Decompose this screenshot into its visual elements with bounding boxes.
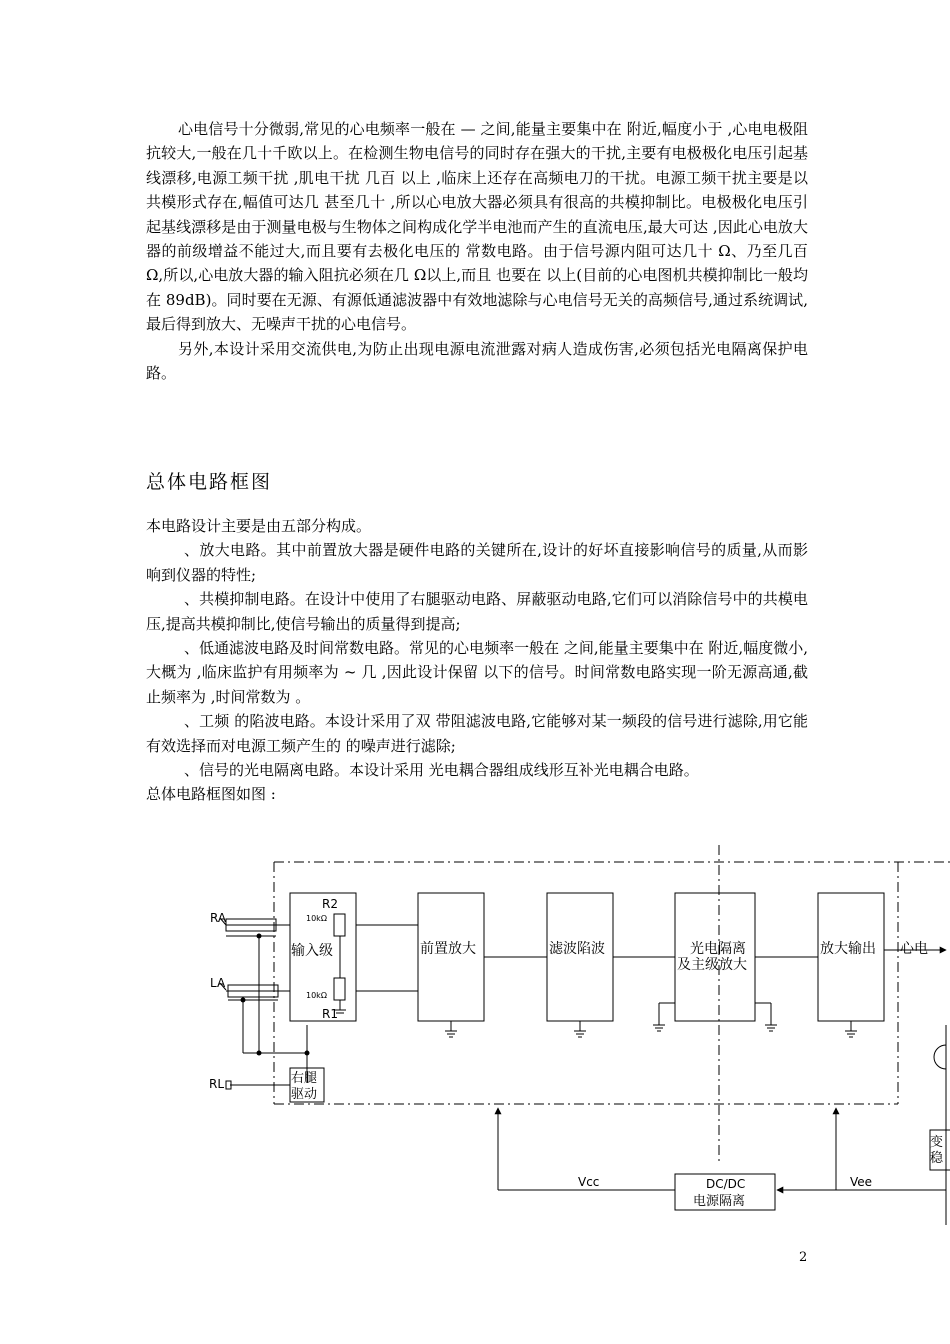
figure-reference: 总体电路框图如图 :	[146, 785, 276, 804]
label-filter: 滤波陷波	[549, 941, 605, 957]
list-item: 、放大电路。其中前置放大器是硬件电路的关键所在,设计的好坏直接影响信号的质量,从而影响到仪器的特性;	[146, 541, 808, 584]
label-rl: RL	[209, 1077, 225, 1091]
intro-paragraph-1: 心电信号十分微弱,常见的心电频率一般在 — 之间,能量主要集中在 附近,幅度小于 ,心电电极阻抗较大,一般在几十千欧以上。在检测生物电信号的同时存在强大的干扰,主要有电极极化电压引起基线漂移,电源工频干扰 ,肌电干扰 几百 以上 ,临床上还存在高频电刀的干扰。电源工频干扰主要是以共模形式存在,幅值可达几 甚至几十 ,所以心电放大器必须具有很高的共模抑制比。电极极化电压引起基线漂移是由于测量电极与生物体之间构成化学半电池而产生的直流电压,最大可达 ,因此心电放大器的前级增益不能过大,而且要有去极化电压的 常数电路。由于信号源内阻可达几十 Ω、乃至几百 Ω,所以,心电放大器的输入阻抗必须在几 Ω以上,而且 也要在 以上(目前的心电图机共模抑制比一般均在 89dB)。同时要在无源、有源低通滤波器中有效地滤除与心电信号无关的高频信号,通过系统调试,最后得到放大、无噪声干扰的心电信号。	[146, 120, 808, 334]
label-right-leg-1: 右腿	[291, 1071, 318, 1086]
label-ra: RA	[210, 911, 227, 925]
label-isolation-1: 光电隔离	[690, 941, 746, 957]
label-ecg-out: 心电	[900, 941, 928, 957]
ground-symbol	[445, 1021, 457, 1037]
label-dcdc-1: DC/DC	[706, 1177, 746, 1191]
list-item: 、共模抑制电路。在设计中使用了右腿驱动电路、屏蔽驱动电路,它们可以消除信号中的共模电压,提高共模抑制比,使信号输出的质量得到提高;	[146, 590, 808, 633]
ground-symbol	[755, 1003, 777, 1031]
label-isolation-2: 及主级放大	[677, 957, 747, 973]
label-output-amp: 放大输出	[820, 941, 876, 957]
label-la: LA	[210, 976, 226, 990]
preamp-block	[418, 893, 484, 1021]
ground-symbol	[845, 1021, 857, 1037]
resistor-r2	[334, 914, 345, 936]
ground-symbol	[653, 1003, 675, 1031]
label-transformer-1: 变	[930, 1135, 944, 1150]
label-preamp: 前置放大	[420, 941, 476, 957]
section-body	[146, 514, 808, 807]
ground-symbol	[574, 1021, 586, 1037]
electrode-ra	[220, 918, 290, 936]
section-lead: 本电路设计主要是由五部分构成。	[146, 517, 372, 535]
resistor-r1	[334, 978, 345, 1000]
label-vee: Vee	[850, 1175, 873, 1189]
page-number: 2	[799, 1250, 808, 1265]
list-item: 、工频 的陷波电路。本设计采用了双 带阻滤波电路,它能够对某一频段的信号进行滤除,用它能有效选择而对电源工频产生的 的噪声进行滤除;	[146, 712, 808, 755]
label-r2: R2	[322, 897, 338, 911]
label-dcdc-2: 电源隔离	[693, 1194, 746, 1209]
intro-section	[146, 117, 808, 385]
label-input-stage: 输入级	[291, 943, 333, 959]
label-res-bottom: 10kΩ	[306, 991, 327, 1000]
list-item: 、低通滤波电路及时间常数电路。常见的心电频率一般在 之间,能量主要集中在 附近,幅度微小,大概为 ,临床监护有用频率为 ~ 几 ,因此设计保留 以下的信号。时间常数电路实现一阶无源高通,截止频率为 ,时间常数为 。	[146, 639, 808, 706]
label-res-top: 10kΩ	[306, 914, 327, 923]
intro-paragraph-2: 另外,本设计采用交流供电,为防止出现电源电流泄露对病人造成伤害,必须包括光电隔离保护电路。	[146, 339, 808, 383]
circuit-block-diagram	[0, 835, 950, 1235]
electrode-la	[220, 983, 290, 1000]
output-amp-block	[818, 893, 884, 1021]
ac-source-symbol	[934, 1045, 946, 1069]
list-item: 、信号的光电隔离电路。本设计采用 光电耦合器组成线形互补光电耦合电路。	[184, 761, 699, 780]
label-r1: R1	[322, 1007, 338, 1021]
label-transformer-2: 稳	[930, 1151, 944, 1166]
section-heading: 总体电路框图	[146, 471, 273, 493]
label-right-leg-2: 驱动	[291, 1087, 318, 1102]
filter-notch-block	[547, 893, 613, 1021]
label-vcc: Vcc	[578, 1175, 600, 1189]
